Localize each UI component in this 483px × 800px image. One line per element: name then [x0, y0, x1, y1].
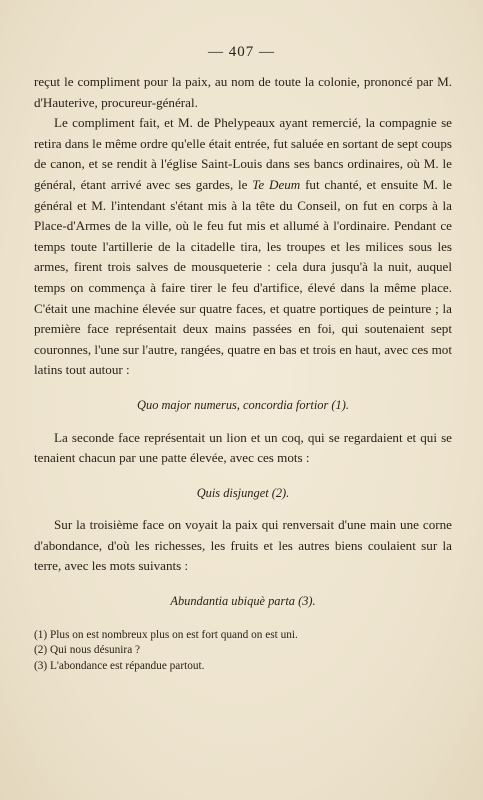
paragraph-2-text-a: Le compliment fait, et M. de Phelypeaux ayant remercié, la compagnie se retira dans le même ordre qu'elle était entrée, fut saluée en sortant de sept coups de canon, et se rendit à l'église Saint-Louis dans ses bancs ordinaires, où M. le général, étant arrivé avec ses gardes, le — [34, 115, 452, 192]
paragraph-3: La seconde face représentait un lion et un coq, qui se regardaient et qui se tenaient chacun par une patte élevée, avec ces mots : — [34, 429, 452, 466]
footnote-3: (3) L'abondance est répandue partout. — [34, 659, 205, 672]
footnote-1: (1) Plus on est nombreux plus on est fort quand on est uni. — [34, 628, 298, 641]
te-deum-italic: Te Deum — [252, 176, 301, 192]
motto-2: Quis disjunget (2). — [196, 485, 290, 500]
paragraph-4: Sur la troisième face on voyait la paix qui renversait d'une main une corne d'abondance, d'où les richesses, les fruits et les autres biens coulaient sur la terre, avec les mots suivants : — [34, 517, 452, 574]
motto-1: Quo major numerus, concordia fortior (1). — [137, 397, 349, 412]
page-number: — 407 — — [208, 44, 275, 60]
footnote-2: (2) Qui nous désunira ? — [34, 644, 141, 657]
paragraph-2 — [34, 113, 452, 381]
page-body — [34, 72, 452, 674]
paragraph-1: reçut le compliment pour la paix, au nom de toute la colonie, prononcé par M. d'Hauterive, procureur-général. — [34, 74, 452, 110]
paragraph-2-text-b: fut chanté, et ensuite M. le général et M. l'intendant s'étant mis à la tête du Conseil, on fut en corps à la Place-d'Armes de la ville, où le feu fut mis et allumé à l'ordinaire. Pendant ce temps toute l'artillerie de la citadelle tira, les troupes et les milices sous les armes, firent trois salves de mousqueterie : cela dura jusqu'à la nuit, auquel temps on commença à faire tirer le feu d'artifice, élevé dans la même place. C'était une machine élevée sur quatre faces, et quatre portiques de peinture ; la première face représentait deux mains passées en foi, qui soutenaient sept couronnes, l'une sur l'autre, rangées, quatre en bas et trois en haut, avec ces mot latins tout autour : — [34, 176, 452, 378]
footnotes — [34, 628, 452, 675]
motto-3: Abundantia ubiquè parta (3). — [170, 594, 316, 609]
